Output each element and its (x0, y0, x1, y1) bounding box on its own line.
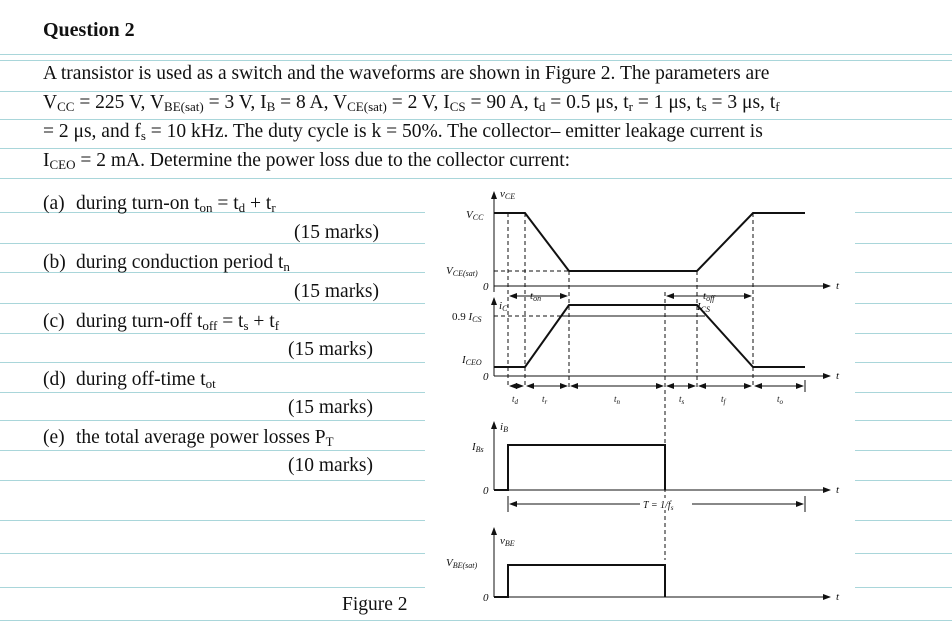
ruled-line (0, 119, 952, 120)
item-c-marks: (15 marks) (288, 339, 374, 360)
item-e: (e) the total average power losses $P_T$ (43, 427, 334, 449)
vce-axis-label: vCE (500, 188, 516, 201)
ruled-line (855, 212, 952, 213)
ruled-line (0, 450, 425, 451)
ic-waveform (494, 305, 805, 367)
ruled-line (855, 362, 952, 363)
item-c: (c) during turn-off $t_{off} = t_s + t_f$ (43, 311, 280, 333)
svg-text:toff: toff (703, 290, 715, 303)
vce-waveform (494, 213, 805, 271)
ruled-line (0, 420, 425, 421)
ruled-line (855, 587, 952, 588)
ruled-line (0, 148, 952, 149)
svg-text:T = 1/fs: $T = 1/f_s$ (643, 500, 674, 512)
svg-text:ICEO: ICEO (462, 354, 482, 367)
item-a-marks: (15 marks) (294, 222, 380, 243)
svg-text:0: 0 (483, 485, 489, 497)
ruled-line (0, 362, 425, 363)
svg-text:ICS: ICS (697, 301, 711, 314)
intro-line-4: $I_{CEO} = 2$ mA. Determine the power loss due to the collector current: (43, 150, 571, 172)
ruled-line (0, 480, 425, 481)
intro-line-2: $V_{CC} = 225$ V, $V_{BE(sat)} = 3$ V, $I_B = 8$ A, $V_{CE(sat)} = 2$ V, $I_{CS} = 90$ A, $t_d = 0.5$ μs, $t_r = 1$ μs, $t_s = 3$ μs, $t_f$ (43, 92, 780, 114)
ruled-line (0, 54, 952, 55)
svg-text:vBE: vBE (500, 535, 515, 548)
ib-waveform (494, 445, 665, 490)
zero-label: 0 (483, 281, 489, 293)
svg-text:IBs: IBs (472, 441, 484, 454)
svg-text:td: $t_d$ (512, 394, 519, 406)
item-b: (b) during conduction period $t_n$ (43, 252, 290, 274)
ruled-line (0, 587, 425, 588)
question-title: Question 2 (43, 19, 135, 41)
svg-text:VBE(sat): VBE(sat) (446, 557, 478, 570)
ruled-line (855, 480, 952, 481)
ruled-line (0, 178, 952, 179)
figure-2-waveforms (425, 180, 855, 620)
ruled-line (855, 450, 952, 451)
ruled-line (855, 243, 952, 244)
ruled-line (0, 60, 952, 61)
ruled-line (855, 420, 952, 421)
vbe-waveform (494, 565, 665, 597)
svg-text:ts: $t_s$ (679, 394, 685, 406)
item-b-marks: (15 marks) (294, 281, 380, 302)
ruled-line (855, 392, 952, 393)
ruled-line (855, 303, 952, 304)
svg-text:0: 0 (483, 371, 489, 383)
ruled-line (0, 553, 425, 554)
item-e-marks: (10 marks) (288, 455, 374, 476)
ruled-line (855, 553, 952, 554)
t-axis-label: t (836, 280, 840, 292)
intro-line-3: = 2 μs, and $f_s = 10$ kHz. The duty cycle is k = 50%. The collector– emitter leakage current is (43, 121, 763, 143)
item-d: (d) during off-time $t_{ot}$ (43, 369, 216, 391)
ruled-line (0, 333, 425, 334)
svg-text:tf: $t_f$ (721, 394, 726, 406)
svg-text:to: $t_o$ (777, 394, 784, 406)
svg-text:tn: $t_n$ (614, 394, 621, 406)
ruled-line (0, 303, 425, 304)
ruled-line (0, 520, 425, 521)
svg-text:t: t (836, 484, 840, 496)
svg-text:tr: $t_r$ (542, 394, 548, 406)
svg-text:t: t (836, 591, 840, 603)
svg-text:ton: ton (530, 290, 542, 303)
svg-text:t: t (836, 370, 840, 382)
ruled-line (855, 272, 952, 273)
ruled-line (855, 333, 952, 334)
vcc-label: VCC (466, 209, 484, 222)
ruled-line (0, 392, 425, 393)
ruled-line (855, 520, 952, 521)
item-a: (a) during turn-on $t_{on} = t_d + t_r$ (43, 193, 276, 215)
svg-text:iC: iC (499, 300, 508, 313)
ruled-line (0, 620, 952, 621)
vcesat-label: VCE(sat) (446, 265, 478, 278)
svg-text:iB: iB (500, 421, 508, 434)
intro-line-1: A transistor is used as a switch and the waveforms are shown in Figure 2. The parameters are (43, 63, 770, 84)
item-d-marks: (15 marks) (288, 397, 374, 418)
svg-text:0: 0 (483, 592, 489, 604)
svg-text:0.9 ICS: 0.9 ICS (452, 311, 482, 324)
figure-caption: Figure 2 (342, 594, 408, 615)
